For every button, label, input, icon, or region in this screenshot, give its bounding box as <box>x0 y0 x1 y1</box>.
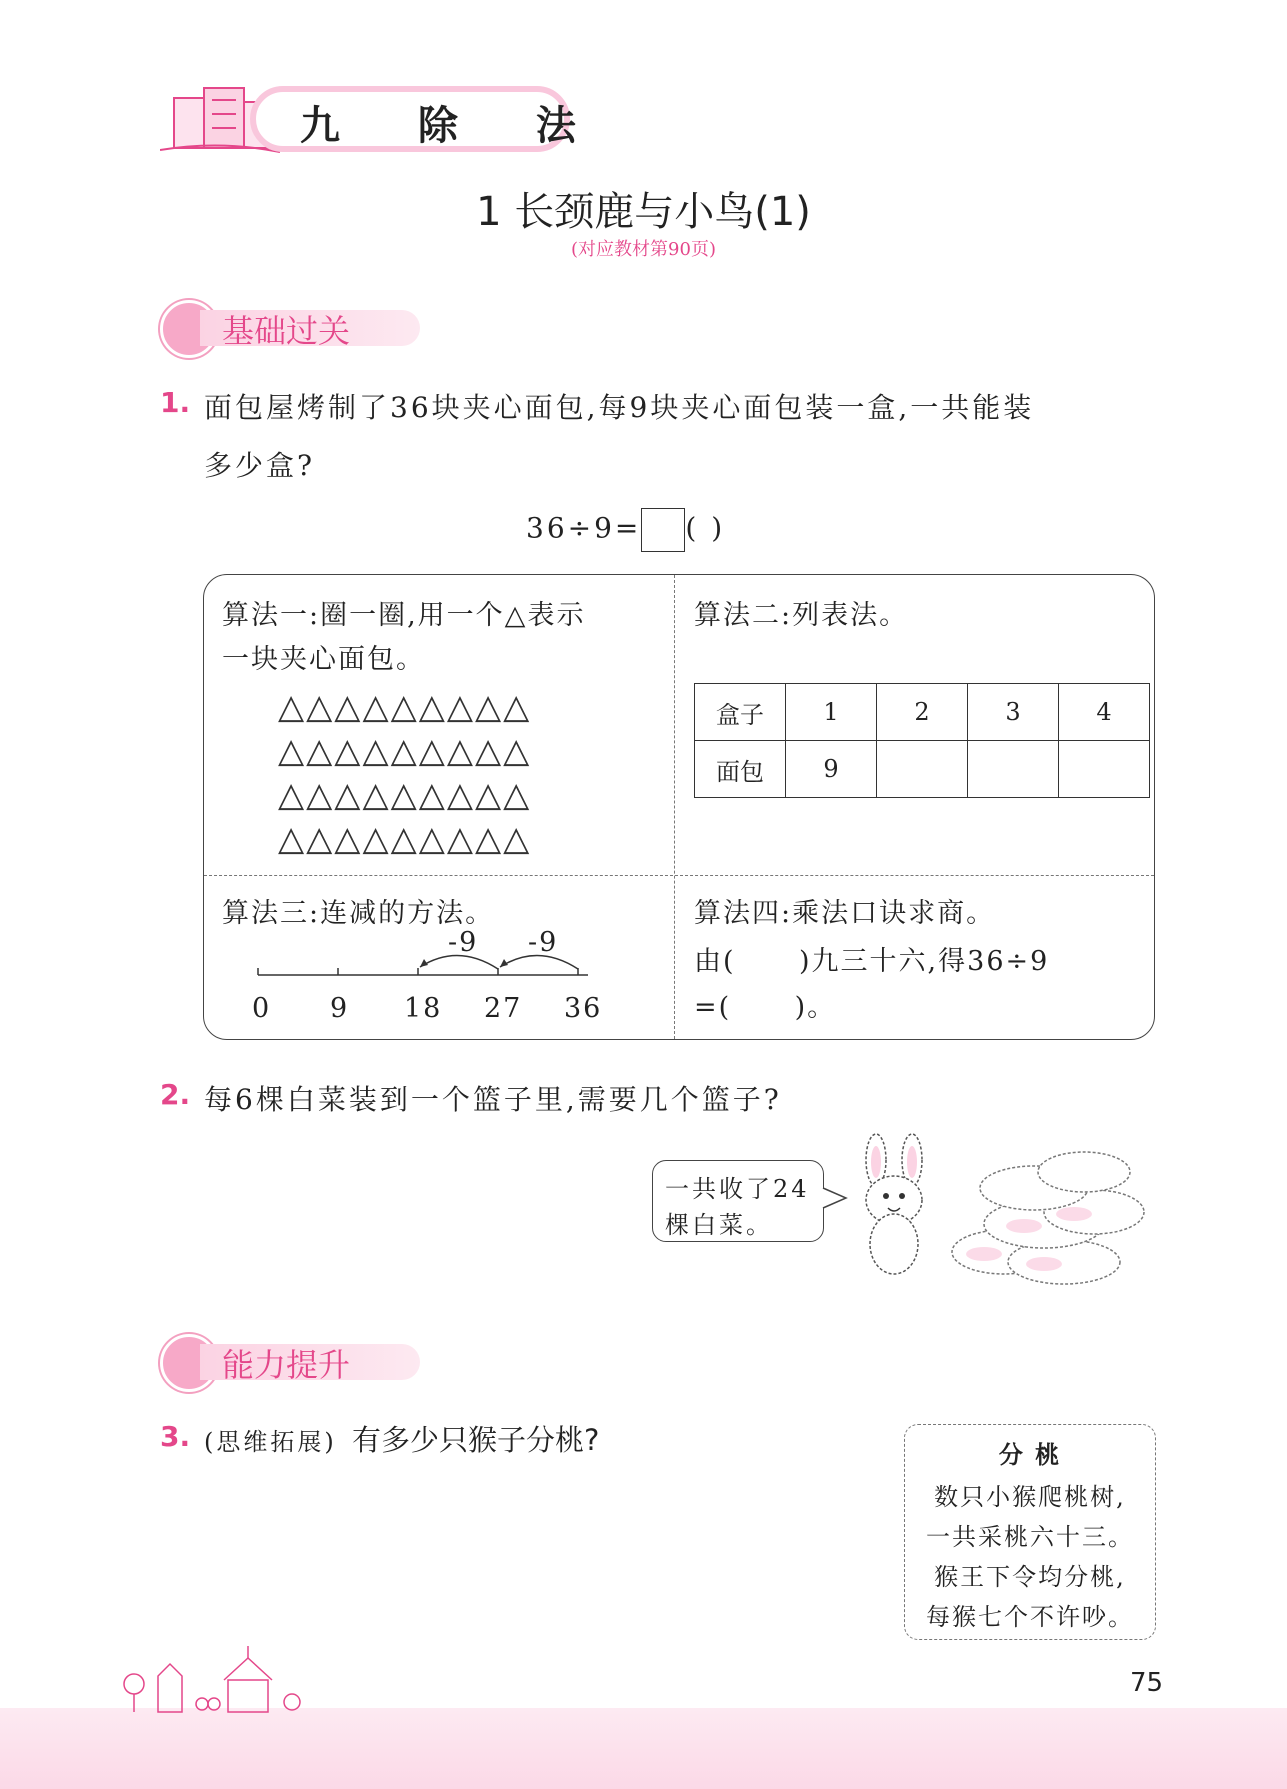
footer-town-illustration <box>118 1640 318 1714</box>
lesson-reference: (对应教材第90页) <box>571 239 716 260</box>
tick-label: 36 <box>564 993 603 1024</box>
table-cell: 2 <box>877 684 968 741</box>
question-2-number: 2. <box>160 1078 191 1111</box>
table-cell: 1 <box>786 684 877 741</box>
rabbit-icon <box>846 1132 946 1280</box>
tick-label: 0 <box>252 993 272 1024</box>
method-4-line2[interactable]: 由( )九三十六,得36÷9 <box>694 946 1050 977</box>
question-1-equation <box>526 508 725 552</box>
table-cell: 面包 <box>695 741 786 798</box>
speech-bubble <box>652 1160 824 1242</box>
jump-label: -9 <box>448 927 479 958</box>
table-answer-cell[interactable] <box>968 741 1059 798</box>
triangle-row[interactable]: △△△△△△△△△ <box>278 819 532 859</box>
question-1-text-line2: 多少盒? <box>204 449 316 482</box>
answer-box[interactable] <box>641 508 685 552</box>
cabbage-pile-icon <box>944 1132 1160 1296</box>
table-cell: 3 <box>968 684 1059 741</box>
method-4-line3[interactable]: =( )。 <box>694 992 837 1023</box>
poem-line: 每猴七个不许吵。 <box>926 1603 1134 1631</box>
equation-text: 36÷9= <box>526 511 642 545</box>
methods-box <box>203 574 1155 1040</box>
poem-box <box>904 1424 1156 1640</box>
tick-label: 18 <box>404 993 443 1024</box>
section-header-advanced <box>160 1334 420 1384</box>
horizontal-divider <box>204 875 1154 876</box>
section-label-advanced: 能力提升 <box>222 1346 351 1384</box>
table-answer-cell[interactable] <box>1059 741 1150 798</box>
chapter-title: 九 除 法 <box>300 103 608 149</box>
tick-label: 27 <box>484 993 523 1024</box>
question-2-text: 每6棵白菜装到一个篮子里,需要几个篮子? <box>204 1083 782 1116</box>
method-3-title: 算法三:连减的方法。 <box>222 898 495 929</box>
method-4-title: 算法四:乘法口诀求商。 <box>694 898 996 929</box>
tick-label: 9 <box>330 993 350 1024</box>
section-label-basic: 基础过关 <box>222 312 351 350</box>
method-2-title: 算法二:列表法。 <box>694 600 909 631</box>
question-3-number: 3. <box>160 1420 191 1453</box>
question-1-text-line1: 面包屋烤制了36块夹心面包,每9块夹心面包装一盒,一共能装 <box>204 391 1035 424</box>
table-cell: 4 <box>1059 684 1150 741</box>
table-row <box>695 684 1150 741</box>
question-3-text: 有多少只猴子分桃? <box>352 1423 600 1457</box>
poem-title: 分 桃 <box>998 1441 1062 1469</box>
method-2-table <box>694 683 1150 798</box>
question-3-tag: (思维拓展) <box>204 1428 337 1456</box>
table-cell: 盒子 <box>695 684 786 741</box>
jump-label: -9 <box>528 927 559 958</box>
table-row <box>695 741 1150 798</box>
vertical-divider <box>674 575 675 1039</box>
lesson-title: 1 长颈鹿与小鸟(1) <box>476 189 811 235</box>
triangle-row[interactable]: △△△△△△△△△ <box>278 687 532 727</box>
bubble-line2: 棵白菜。 <box>665 1211 773 1239</box>
poem-line: 猴王下令均分桃, <box>934 1563 1126 1591</box>
bubble-tail <box>822 1186 848 1210</box>
section-header-basic <box>160 300 420 350</box>
table-answer-cell[interactable] <box>877 741 968 798</box>
table-cell: 9 <box>786 741 877 798</box>
triangle-row[interactable]: △△△△△△△△△ <box>278 731 532 771</box>
page-number: 75 <box>1130 1668 1164 1698</box>
poem-line: 一共采桃六十三。 <box>926 1523 1134 1551</box>
poem-line: 数只小猴爬桃树, <box>934 1483 1126 1511</box>
method-1-line2: 一块夹心面包。 <box>222 644 425 675</box>
method-1-line1: 算法一:圈一圈,用一个△表示 <box>222 600 586 631</box>
triangle-row[interactable]: △△△△△△△△△ <box>278 775 532 815</box>
footer-band <box>0 1708 1287 1789</box>
unit-blank[interactable]: ( ) <box>685 511 726 545</box>
question-1-number: 1. <box>160 386 191 419</box>
bubble-line1: 一共收了24 <box>665 1175 810 1203</box>
